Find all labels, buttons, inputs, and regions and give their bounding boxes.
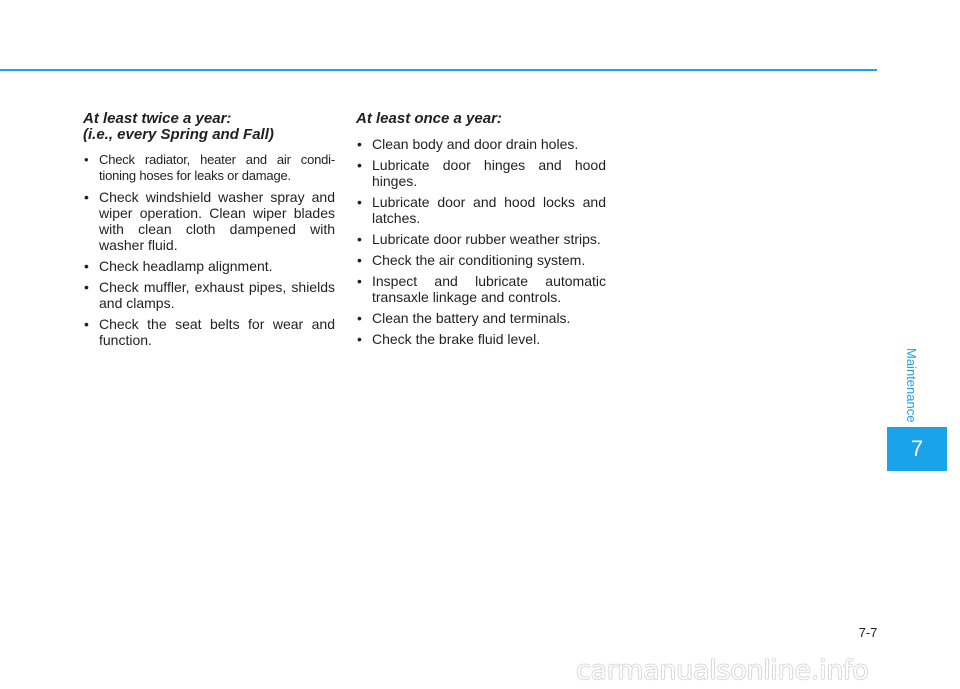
bullet-icon: • [357, 273, 362, 289]
bullet-icon: • [84, 258, 89, 274]
list-item: • Check muffler, exhaust pipes, shields and clamps. [84, 279, 335, 311]
once-a-year-list [356, 136, 606, 347]
bullet-icon: • [84, 316, 89, 332]
list-item: • Clean body and door drain holes. [357, 136, 579, 152]
bullet-icon: • [357, 194, 362, 210]
bullet-icon: • [357, 136, 362, 152]
bullet-icon: • [357, 331, 362, 347]
bullet-icon: • [357, 310, 362, 326]
list-item: • Check radiator, heater and air condi-tioning hoses for leaks or damage. [84, 152, 335, 183]
list-item: • Clean the battery and terminals. [357, 310, 571, 326]
once-a-year-heading: At least once a year: [356, 110, 502, 127]
list-item: • Inspect and lubricate automatic transaxle linkage and controls. [357, 273, 606, 305]
twice-a-year-heading [83, 111, 335, 143]
twice-a-year-list [83, 152, 335, 348]
bullet-icon: • [357, 157, 362, 173]
list-item: • Lubricate door hinges and hood hinges. [357, 157, 606, 189]
header-rule [0, 69, 877, 71]
list-item: • Check the air conditioning system. [357, 252, 586, 268]
page-number: 7-7 [858, 625, 878, 640]
list-item: • Check windshield washer spray and wiper operation. Clean wiper blades with clean cloth dampened with washer fluid. [84, 189, 335, 253]
list-item: • Lubricate door rubber weather strips. [357, 231, 601, 247]
heading-line-1: At least twice a year: [83, 110, 232, 127]
list-item: • Check headlamp alignment. [84, 258, 273, 274]
bullet-icon: • [357, 231, 362, 247]
bullet-icon: • [84, 189, 89, 205]
bullet-icon: • [357, 252, 362, 268]
bullet-icon: • [84, 279, 89, 295]
list-item: • Check the seat belts for wear and function. [84, 316, 335, 348]
heading-line-2: (i.e., every Spring and Fall) [83, 126, 274, 143]
watermark: carmanualsonline.info [576, 655, 869, 686]
once-a-year-section [356, 111, 606, 352]
chapter-tab: 7 [887, 427, 947, 471]
list-item: • Lubricate door and hood locks and latches. [357, 194, 606, 226]
bullet-icon: • [84, 152, 89, 167]
twice-a-year-section [83, 111, 335, 353]
section-side-label: Maintenance [904, 347, 919, 423]
list-item: • Check the brake fluid level. [357, 331, 541, 347]
